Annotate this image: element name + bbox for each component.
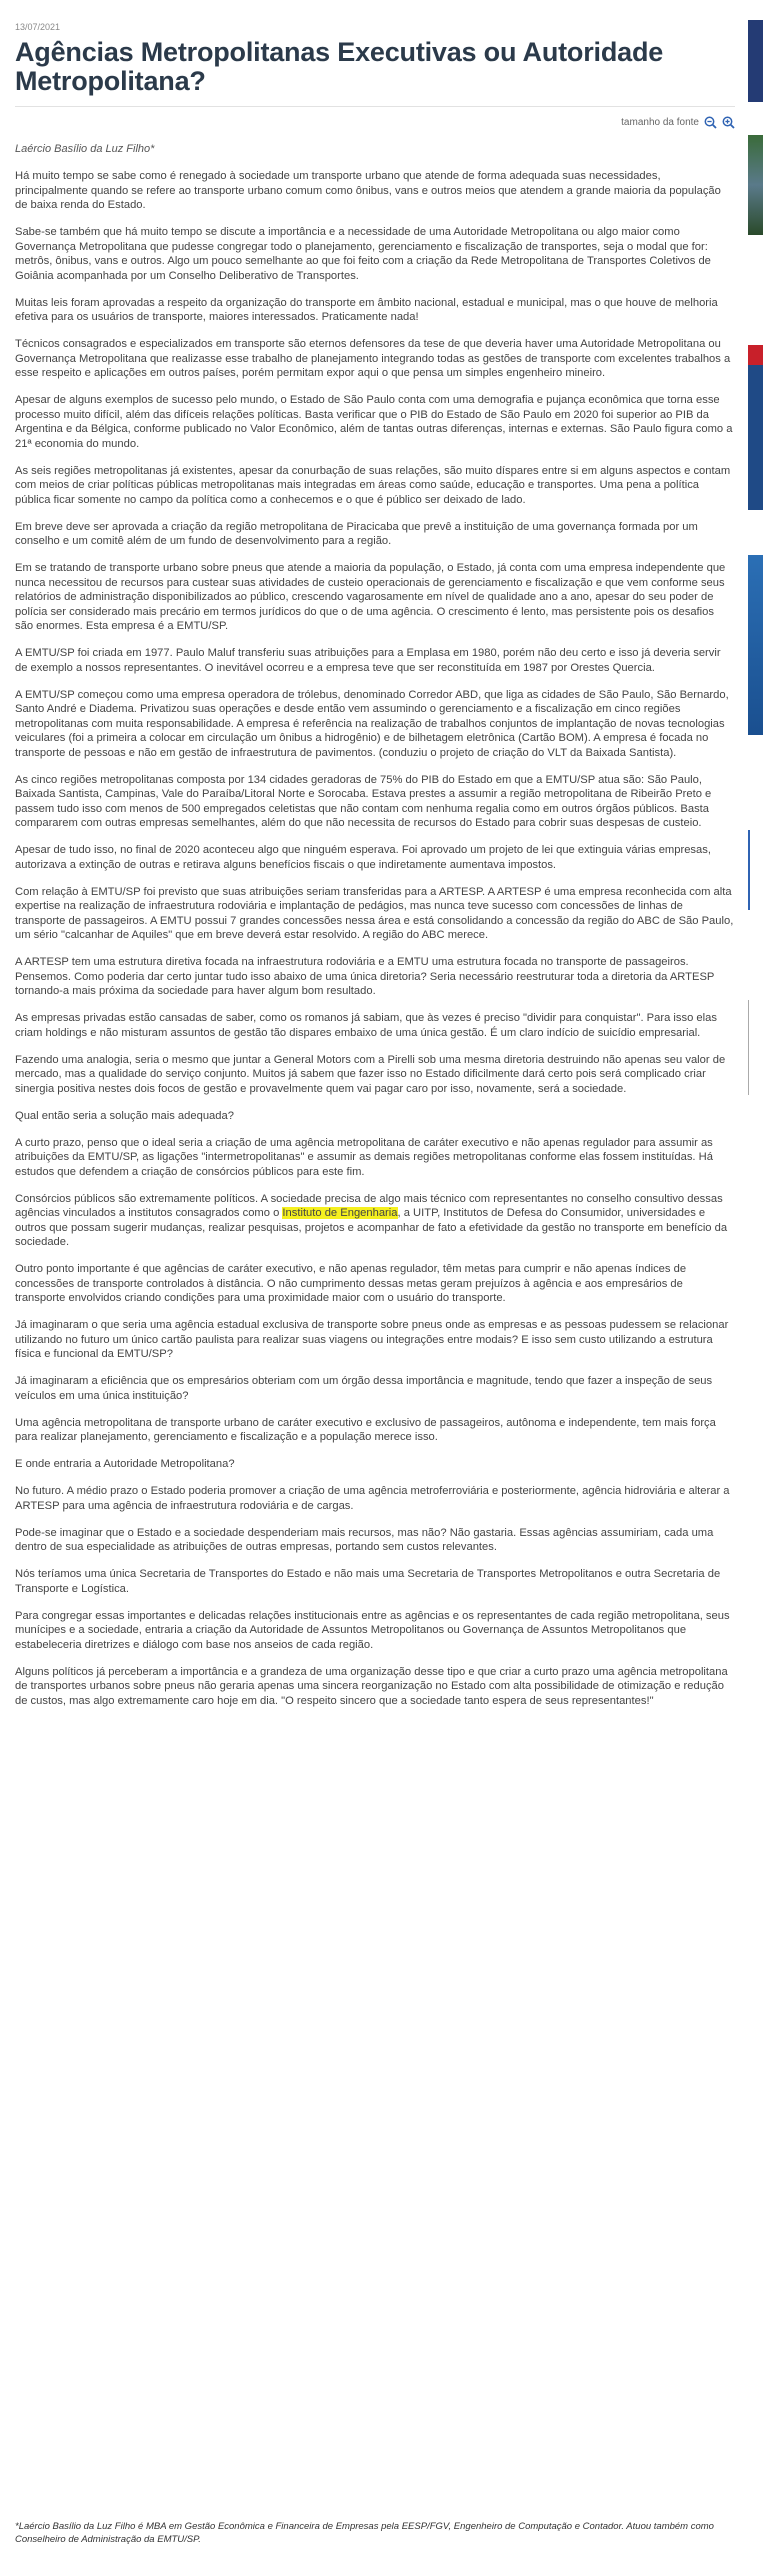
article-paragraph: Outro ponto importante é que agências de caráter executivo, e não apenas regulador, têm metas para cumprir e não apenas índices de concessões de transporte controlados à distância. O não cumprimento dessas metas geram prejuízos à agência e aos empresários de transporte envolvidos criando condições para uma proximidade maior com o usuário do transporte. xyxy=(15,1263,687,1304)
article-paragraph: Nós teríamos uma única Secretaria de Transportes do Estado e não mais uma Secretaria de Transportes Metropolitanos e outra Secretaria de Transporte e Logística. xyxy=(15,1568,721,1595)
article-paragraph: Com relação à EMTU/SP foi previsto que suas atribuições seriam transferidas para a ARTESP. A ARTESP é uma empresa reconhecida com alta expertise na realização de infraestrutura rodoviária e implantação de pedágios, mas nunca teve sucesso com concessões de linhas de transporte de passageiros. A EMTU possui 7 grandes concessões nessa área e está consolidando a concessão da região do ABC de São Paulo, um sério "calcanhar de Aquiles" que em breve deverá estar resolvido. A região do ABC merece. xyxy=(15,885,734,941)
page-title: Agências Metropolitanas Executivas ou Autoridade Metropolitana? xyxy=(15,37,664,96)
article-paragraph: Já imaginaram a eficiência que os empresários obteriam com um órgão dessa importância e magnitude, tendo que fazer a inspeção de seus veículos em uma única instituição? xyxy=(15,1375,713,1402)
article-paragraph: Em se tratando de transporte urbano sobre pneus que atende a maioria da população, o Estado, já conta com uma empresa independente que nunca necessitou de recursos para custear suas atividades de custeio operacionais de gerenciamento e fiscalização e que vem conforme seus relatórios de administração disponibilizados ao público, crescendo vagarosamente em nível de qualidade ano a ano, apesar do seu poder de polícia ser considerado mais precário em termos jurídicos do que o de uma agência. O crescimento é lento, mas persistente pois os desafios são enormes. Esta empresa é a EMTU/SP. xyxy=(15,562,726,632)
zoom-in-icon[interactable] xyxy=(722,116,735,129)
article-paragraph: Sabe-se também que há muito tempo se discute a importância e a necessidade de uma Autoridade Metropolitana ou algo maior como Governança Metropolitana que pudesse congregar todo o planejamento, gerenciamento e fiscalização de transportes, seja o modal que for: metrôs, ônibus, vans e outros. Algo um pouco semelhante ao que foi feito com a criação da Rede Metropolitana de Transportes Coletivos de Goiânia acompanhada por um Conselho Deliberativo de Transportes. xyxy=(15,226,711,282)
highlighted-term: Instituto de Engenharia xyxy=(282,1207,398,1219)
sidebar-box xyxy=(748,830,763,910)
article-author: Laércio Basílio da Luz Filho* xyxy=(15,143,155,155)
article-paragraph: E onde entraria a Autoridade Metropolitana? xyxy=(15,1458,235,1470)
font-size-label: tamanho da fonte xyxy=(621,117,699,128)
right-sidebar xyxy=(748,0,763,2560)
article-body xyxy=(15,169,735,1708)
article-paragraph: As seis regiões metropolitanas já existentes, apesar da conurbação de suas relações, são muito díspares entre si em alguns aspectos e contam com meios de criar políticas públicas metropolitanas mais integradas em áreas como saúde, educação e transportes. Uma pena a política pública ficar somente no campo da política como a conhecemos e o que é público ser deixado de lado. xyxy=(15,464,731,506)
article-paragraph: A EMTU/SP foi criada em 1977. Paulo Maluf transferiu suas atribuições para a Emplasa em 1980, porém não deu certo e isso já deveria servir de exemplo a nossos representantes. O inevitável ocorreu e a empresa teve que ser reconstituída em 1987 por Orestes Quercia. xyxy=(15,647,721,674)
article-paragraph: Já imaginaram o que seria uma agência estadual exclusiva de transporte sobre pneus onde as empresas e as pessoas pudessem se relacionar utilizando no futuro um único cartão paulista para realizar suas viagens ou integrações entre modais? E isso sem custo utilizando a estrutura física e funcional da EMTU/SP? xyxy=(15,1319,729,1360)
article-paragraph: Há muito tempo se sabe como é renegado à sociedade um transporte urbano que atende de forma adequada suas necessidades, principalmente quando se refere ao transporte urbano comum como ônibus, vans e outros meios que atendem a grande maioria da população de baixa renda do Estado. xyxy=(15,170,721,211)
article-paragraph: Alguns políticos já perceberam a importância e a grandeza de uma organização desse tipo e que criar a curto prazo uma agência metropolitana de transportes urbanos sobre pneus não geraria apenas uma sincera reorganização no Estado com alta possibilidade de otimização e redução de custos, mas algo extremamente caro hoje em dia. "O respeito sincero que a sociedade tanto espera de seus representantes!" xyxy=(15,1665,728,1707)
paragraph-text: , a UITP, Institutos de Defesa do Consumidor, universidades e outros que possam sugerir mudanças, realizar pesquisas, projetos e acompanhar de fato a efetividade da gestão no transporte em benefício da sociedade. xyxy=(15,1207,728,1248)
article-paragraph: A ARTESP tem uma estrutura diretiva focada na infraestrutura rodoviária e a EMTU uma estrutura focada no transporte de passageiros. Pensemos. Como poderia dar certo juntar tudo isso abaixo de uma única diretoria? Seria necessário reestruturar toda a diretoria da ARTESP tornando-a mais próxima da sociedade para haver algum bom resultado. xyxy=(15,956,715,997)
article xyxy=(15,22,735,1721)
article-date: 13/07/2021 xyxy=(15,22,61,32)
zoom-out-icon[interactable] xyxy=(704,116,717,129)
article-paragraph: Qual então seria a solução mais adequada? xyxy=(15,1109,234,1122)
article-paragraph: Uma agência metropolitana de transporte urbano de caráter executivo e exclusivo de passageiros, autônoma e independente, tem mais força para realizar planejamento, gerenciamento e fiscalização e a população merece isso. xyxy=(15,1416,716,1443)
article-paragraph: Apesar de tudo isso, no final de 2020 aconteceu algo que ninguém esperava. Foi aprovado um projeto de lei que extinguia várias empresas, autorizava a extinção de outras e retirava alguns benefícios fiscais o que indiretamente aumentava impostos. xyxy=(15,844,711,871)
sidebar-ad-panel[interactable] xyxy=(748,345,763,510)
article-paragraph: Para congregar essas importantes e delicadas relações institucionais entre as agências e os representantes de cada região metropolitana, seus munícipes e a sociedade, entraria a criação da Autoridade de Assuntos Metropolitanos ou Governança de Assuntos Metropolitanos que estabeleceria diretrizes e diálogo com base nos anseios de cada região. xyxy=(15,1609,730,1651)
sidebar-box-2 xyxy=(748,1000,763,1095)
article-paragraph: As empresas privadas estão cansadas de saber, como os romanos já sabiam, que às vezes é preciso "dividir para conquistar". Para isso elas criam holdings e não misturam assuntos de gestão tão dispares embaixo de uma única gestão. É um claro indício de suicídio empresarial. xyxy=(15,1012,717,1039)
article-paragraph: Apesar de alguns exemplos de sucesso pelo mundo, o Estado de São Paulo conta com uma demografia e pujança econômica que torna esse processo muito difícil, além das difíceis relações políticas. Basta verificar que o PIB do Estado de São Paulo em 2020 foi superior ao PIB da Argentina e da Bélgica, conforme publicado no Valor Econômico, além de tantas outras diferenças, internas e externas. São Paulo figura como a 21ª economia do mundo. xyxy=(15,394,733,450)
article-paragraph: Em breve deve ser aprovada a criação da região metropolitana de Piracicaba que prevê a instituição de uma governança formada por um conselho e um comitê além de um fundo de desenvolvimento para a região. xyxy=(15,520,698,547)
paragraph-text: Consórcios públicos são extremamente políticos. A sociedade precisa de algo mais técnico com representantes no conselho consultivo dessas agências vinculados a institutos consagrados como o xyxy=(15,1192,723,1219)
article-paragraph: Muitas leis foram aprovadas a respeito da organização do transporte em âmbito nacional, estadual e municipal, mas o que houve de melhoria efetiva para os usuários de transporte, maiores interessados. Praticamente nada! xyxy=(15,296,718,323)
article-paragraph: A curto prazo, penso que o ideal seria a criação de uma agência metropolitana de caráter executivo e não apenas regulador para assumir as atribuições da EMTU/SP, as ligações "intermetropolitanas" e assumir as demais regiões metropolitanas conforme elas fossem instituídas. Há estudos que defendem a criação de consórcios públicos para este fim. xyxy=(15,1136,713,1178)
article-paragraph: A EMTU/SP começou como uma empresa operadora de trólebus, denominado Corredor ABD, que liga as cidades de São Paulo, São Bernardo, Santo André e Diadema. Privatizou suas operações e desde então vem assumindo o gerenciamento e a fiscalização em cinco regiões metropolitanas com muita responsabilidade. A empresa é referência na realização de trabalhos conjuntos de implantação de novas tecnologias veiculares (foi a primeira a colocar em circulação um ônibus a hidrogênio) e de bilhetagem eletrônica (Cartão BOM). A empresa é focada no transporte de pessoas e não em gestão de infraestrutura de pavimentos. (conduziu o projeto de criação do VLT da Baixada Santista). xyxy=(15,688,729,759)
divider xyxy=(15,106,735,107)
font-size-controls xyxy=(15,116,735,129)
article-paragraph: Técnicos consagrados e especializados em transporte são eternos defensores da tese de que deveria haver uma Autoridade Metropolitana ou Governança Metropolitana que realizasse esse trabalho de planejamento integrando todas as gestões de transporte com excelentes trabalhos a esse respeito e aplicações em outros países, porém permitam expor aqui o que pensa um simples engenheiro mineiro. xyxy=(15,338,731,379)
article-paragraph: Pode-se imaginar que o Estado e a sociedade despenderiam mais recursos, mas não? Não gastaria. Essas agências assumiriam, cada uma dentro de sua especialidade as atribuições de outras empresas, portando sem custos relevantes. xyxy=(15,1526,714,1553)
sidebar-ad-panel-2[interactable] xyxy=(748,555,763,735)
article-paragraph-highlighted xyxy=(15,1192,735,1250)
article-paragraph: Fazendo uma analogia, seria o mesmo que juntar a General Motors com a Pirelli sob uma mesma diretoria destruindo não apenas seu valor de mercado, mas a qualidade do serviço conjunto. Muitos já sabem que fazer isso no Estado dificilmente dará certo pois será complicado criar sinergia positiva nestes dois focos de gestão e provavelmente quem vai pagar caro por isso, novamente, será a sociedade. xyxy=(15,1053,726,1095)
sidebar-ad-banner[interactable] xyxy=(748,20,763,102)
article-paragraph: No futuro. A médio prazo o Estado poderia promover a criação de uma agência metroferroviária e posteriormente, agência hidroviária e alterar a ARTESP para uma agência de infraestrutura rodoviária e de cargas. xyxy=(15,1485,730,1512)
sidebar-ad-image[interactable] xyxy=(748,135,763,235)
author-footnote: *Laércio Basílio da Luz Filho é MBA em Gestão Econômica e Financeira de Empresas pela EESP/FGV, Engenheiro de Computação e Contador. Atuou também como Conselheiro de Administração da EMTU/SP. xyxy=(15,2521,714,2545)
article-paragraph: As cinco regiões metropolitanas composta por 134 cidades geradoras de 75% do PIB do Estado em que a EMTU/SP atua são: São Paulo, Baixada Santista, Campinas, Vale do Paraíba/Litoral Norte e Sorocaba. Estava prestes a assumir a região metropolitana de Ribeirão Preto e passem tudo isso com menos de 500 empregados celetistas que não contam com nenhuma regalia como em outros órgãos públicos. Basta compararem com outras empresas semelhantes, além do que não necessita de recursos do Estado para cobrir suas despesas de custeio. xyxy=(15,773,712,829)
